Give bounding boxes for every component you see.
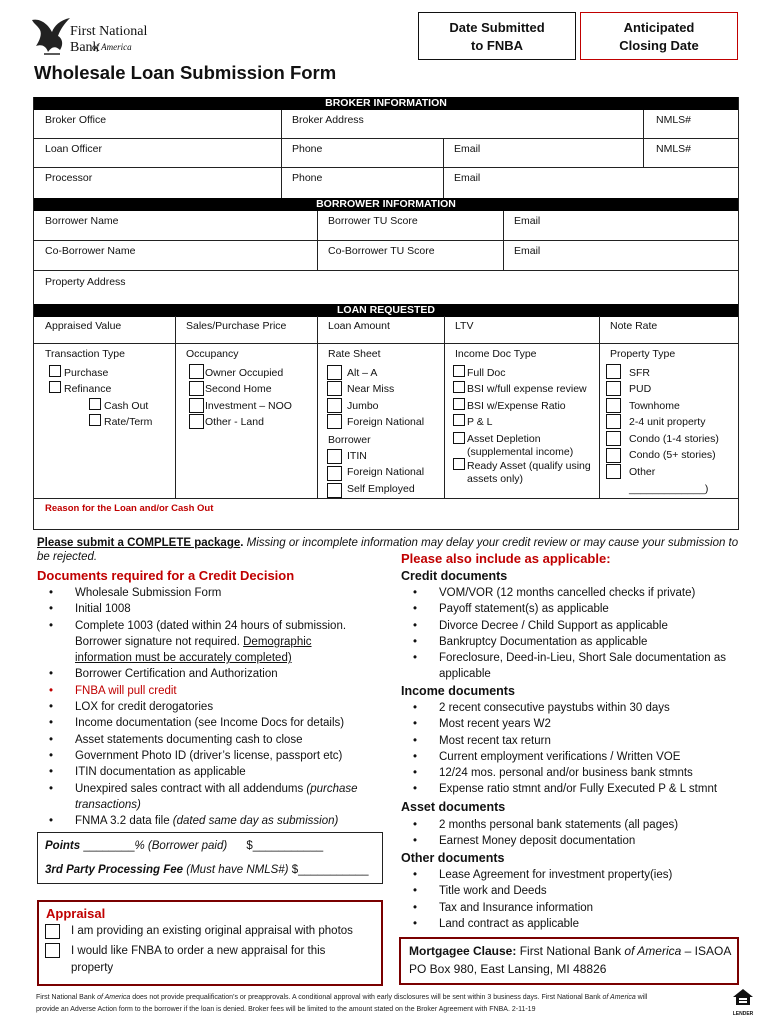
list-item: • FNBA will pull credit: [49, 684, 177, 697]
loan-section-header: LOAN REQUESTED: [34, 304, 738, 317]
jumbo-checkbox[interactable]: [327, 398, 342, 413]
other-property-label: Other: [629, 466, 656, 478]
submit-note-bold: Please submit a COMPLETE package: [37, 537, 241, 549]
date-submitted-box[interactable]: [418, 12, 576, 60]
transaction-type-heading: Transaction Type: [45, 348, 125, 360]
list-item: • Payoff statement(s) as applicable: [413, 603, 609, 616]
foreign-national-borrower-label: Foreign National: [347, 466, 425, 478]
asset-depletion-label: Asset Depletion: [467, 433, 541, 445]
pud-label: PUD: [629, 383, 652, 395]
other-docs-list: [401, 867, 741, 932]
alt-a-label: Alt – A: [347, 367, 378, 379]
jumbo-label: Jumbo: [347, 400, 379, 412]
existing-appraisal-checkbox[interactable]: [45, 924, 60, 939]
asset-docs-heading: Asset documents: [401, 800, 506, 814]
list-item: • Initial 1008: [49, 603, 131, 616]
asset-depletion-note: (supplemental income): [467, 446, 574, 458]
points-line[interactable]: Points ________% (Borrower paid) $___________: [45, 840, 324, 852]
processor-phone-field[interactable]: Phone: [292, 172, 323, 184]
mortgagee-line1: Mortgagee Clause: First National Bank of America – ISAOA: [409, 944, 732, 958]
income-doc-heading: Income Doc Type: [455, 348, 537, 360]
footer-disclaimer: [36, 992, 730, 1016]
list-item: • ITIN documentation as applicable: [49, 766, 246, 779]
other-land-label: Other - Land: [205, 416, 264, 428]
borrower-section-header: BORROWER INFORMATION: [34, 198, 738, 211]
other-property-blank[interactable]: _____________): [629, 483, 709, 495]
loan-officer-email-field[interactable]: Email: [454, 143, 481, 155]
self-employed-checkbox[interactable]: [327, 483, 342, 498]
purchase-checkbox[interactable]: [49, 365, 61, 377]
appraisal-heading: Appraisal: [46, 906, 106, 921]
bsi-full-expense-label: BSI w/full expense review: [467, 383, 587, 395]
rate-sheet-heading: Rate Sheet: [328, 348, 381, 360]
anticipated-closing-box[interactable]: [580, 12, 738, 60]
list-item: • 2 months personal bank statements (all pages): [413, 819, 679, 831]
townhome-label: Townhome: [629, 400, 680, 412]
co-borrower-tu-score-field[interactable]: Co-Borrower TU Score: [328, 245, 435, 257]
property-address-field[interactable]: Property Address: [45, 276, 126, 288]
list-item: • Current employment verifications / Written VOE: [413, 750, 681, 763]
borrower-type-heading: Borrower: [328, 434, 371, 446]
existing-appraisal-label: I am providing an existing original appraisal with photos: [71, 925, 353, 937]
appraised-value-field[interactable]: Appraised Value: [45, 320, 122, 332]
near-miss-checkbox[interactable]: [327, 381, 342, 396]
foreign-national-rate-label: Foreign National: [347, 416, 425, 428]
house-icon: [732, 988, 754, 1006]
cash-out-checkbox[interactable]: [89, 398, 101, 410]
submit-note-text2: be rejected.: [37, 551, 98, 563]
income-docs-heading: Income documents: [401, 684, 515, 698]
bsi-full-expense-checkbox[interactable]: [453, 381, 465, 393]
loan-officer-nmls-field[interactable]: NMLS#: [656, 143, 692, 155]
list-item: • Most recent years W2: [413, 718, 551, 731]
foreign-national-borrower-checkbox[interactable]: [327, 466, 342, 481]
loan-officer-field[interactable]: Loan Officer: [45, 143, 103, 155]
list-item: • Government Photo ID (driver’s license, passport etc): [49, 749, 343, 762]
p-and-l-checkbox[interactable]: [453, 414, 465, 426]
condo-5-plus-checkbox[interactable]: [606, 448, 621, 463]
reason-field-label[interactable]: Reason for the Loan and/or Cash Out: [45, 503, 214, 514]
footer-line1: First National Bank of America does not provide prequalification’s or preapprovals. A conditional approval with early disclosures will be sent within 3 business days. First National Bank of America will: [36, 994, 648, 1001]
ehl-text: LENDER: [732, 1011, 754, 1017]
list-item: • Asset statements documenting cash to close: [49, 733, 303, 746]
logo-line1: First National Bank: [70, 24, 148, 55]
sfr-checkbox[interactable]: [606, 364, 621, 379]
owner-occupied-label: Owner Occupied: [205, 367, 284, 379]
foreign-national-rate-checkbox[interactable]: [327, 414, 342, 429]
processor-field[interactable]: Processor: [45, 172, 93, 184]
note-rate-field[interactable]: Note Rate: [610, 320, 658, 332]
second-home-label: Second Home: [205, 383, 272, 395]
list-item: • Bankruptcy Documentation as applicable: [413, 635, 648, 648]
list-item: • FNMA 3.2 data file (dated same day as submission): [49, 815, 339, 828]
broker-section-header: BROKER INFORMATION: [34, 97, 738, 110]
income-docs-list: [401, 700, 741, 798]
list-item: • Complete 1003 (dated within 24 hours of submission. Borrower signature not required. Demographic information must be accurately completed): [49, 619, 347, 665]
mortgagee-line2: PO Box 980, East Lansing, MI 48826: [409, 962, 607, 976]
other-land-checkbox[interactable]: [189, 414, 204, 429]
credit-docs-list: [401, 585, 741, 683]
two-four-unit-checkbox[interactable]: [606, 414, 621, 429]
date-submitted-label: Date Submitted to FNBA: [449, 20, 545, 53]
bsi-expense-ratio-checkbox[interactable]: [453, 398, 465, 410]
itin-checkbox[interactable]: [327, 449, 342, 464]
ready-asset-checkbox[interactable]: [453, 458, 465, 470]
cash-out-label: Cash Out: [104, 400, 149, 412]
credit-docs-heading: Credit documents: [401, 569, 508, 583]
full-doc-label: Full Doc: [467, 367, 506, 379]
borrower-tu-score-field[interactable]: Borrower TU Score: [328, 215, 418, 227]
property-type-heading: Property Type: [610, 348, 676, 360]
logo-line2: of America: [92, 42, 132, 52]
footer-line2: provide an Adverse Action form to the borrower if the loan is denied. Broker fees will be limited to the amount stated on the Broker Agreement with FNBA. 2-11-19: [36, 1006, 536, 1013]
bank-logo: [30, 14, 170, 58]
credit-decision-list: [37, 585, 397, 829]
condo-1-4-checkbox[interactable]: [606, 431, 621, 446]
borrower-name-field[interactable]: Borrower Name: [45, 215, 119, 227]
refinance-label: Refinance: [64, 383, 112, 395]
list-item: • Most recent tax return: [413, 734, 551, 747]
page-title: Wholesale Loan Submission Form: [34, 62, 337, 83]
sfr-label: SFR: [629, 367, 650, 379]
itin-label: ITIN: [347, 450, 367, 462]
co-borrower-email-field[interactable]: Email: [514, 245, 541, 257]
list-item: • Borrower Certification and Authorization: [49, 668, 278, 681]
third-party-fee-line[interactable]: 3rd Party Processing Fee (Must have NMLS#) $___________: [45, 864, 369, 876]
also-include-heading: Please also include as applicable:: [401, 551, 611, 566]
broker-office-field[interactable]: Broker Office: [45, 114, 107, 126]
purchase-label: Purchase: [64, 367, 109, 379]
borrower-email-field[interactable]: Email: [514, 215, 541, 227]
broker-nmls-field[interactable]: NMLS#: [656, 114, 692, 126]
submit-note-text: Missing or incomplete information may delay your credit review or may cause your submission to: [243, 537, 739, 549]
other-property-checkbox[interactable]: [606, 464, 621, 479]
co-borrower-name-field[interactable]: Co-Borrower Name: [45, 245, 136, 257]
near-miss-label: Near Miss: [347, 383, 395, 395]
occupancy-heading: Occupancy: [186, 348, 239, 360]
list-item: • Income documentation (see Income Docs for details): [49, 717, 345, 730]
list-item: • VOM/VOR (12 months cancelled checks if private): [413, 587, 696, 599]
new-appraisal-checkbox[interactable]: [45, 943, 60, 958]
ltv-field[interactable]: LTV: [455, 320, 474, 332]
p-and-l-label: P & L: [467, 416, 493, 428]
ready-asset-label: Ready Asset (qualify using: [467, 460, 591, 472]
broker-address-field[interactable]: Broker Address: [292, 114, 364, 126]
rate-term-label: Rate/Term: [104, 416, 153, 428]
anticipated-closing-label: Anticipated Closing Date: [619, 20, 699, 53]
list-item: • Land contract as applicable: [413, 917, 580, 930]
new-appraisal-label-cont: property: [71, 962, 114, 974]
new-appraisal-label: I would like FNBA to order a new appraisal for this: [71, 945, 326, 957]
rate-term-checkbox[interactable]: [89, 414, 101, 426]
asset-docs-list: [401, 817, 741, 850]
condo-1-4-label: Condo (1-4 stories): [629, 433, 719, 445]
other-docs-heading: Other documents: [401, 851, 505, 865]
list-item: • Lease Agreement for investment property(ies): [413, 869, 673, 881]
refinance-checkbox[interactable]: [49, 381, 61, 393]
list-item: • 2 recent consecutive paystubs within 30 days: [413, 702, 670, 714]
asset-depletion-checkbox[interactable]: [453, 432, 465, 444]
sales-price-field[interactable]: Sales/Purchase Price: [186, 320, 287, 332]
bsi-expense-ratio-label: BSI w/Expense Ratio: [467, 400, 566, 412]
townhome-checkbox[interactable]: [606, 398, 621, 413]
owner-occupied-checkbox[interactable]: [189, 364, 204, 379]
submit-note-dot: .: [240, 537, 244, 549]
second-home-checkbox[interactable]: [189, 381, 204, 396]
submit-note: [37, 536, 742, 551]
list-item: • Foreclosure, Deed-in-Lieu, Short Sale documentation as applicable: [413, 652, 727, 681]
ready-asset-note: assets only): [467, 473, 524, 485]
loan-amount-field[interactable]: Loan Amount: [328, 320, 390, 332]
list-item: • Expense ratio stmnt and/or Fully Executed P & L stmnt: [413, 783, 718, 796]
list-item: • Wholesale Submission Form: [49, 587, 222, 599]
list-item: • 12/24 mos. personal and/or business bank stmnts: [413, 767, 693, 780]
list-item: • Unexpired sales contract with all addendums (purchase transactions): [49, 782, 358, 811]
alt-a-checkbox[interactable]: [327, 365, 342, 380]
list-item: • Earnest Money deposit documentation: [413, 835, 636, 848]
list-item: • Title work and Deeds: [413, 885, 547, 898]
condo-5-plus-label: Condo (5+ stories): [629, 449, 716, 461]
self-employed-label: Self Employed: [347, 483, 415, 495]
loan-officer-phone-field[interactable]: Phone: [292, 143, 323, 155]
two-four-unit-label: 2-4 unit property: [629, 416, 706, 428]
investment-noo-label: Investment – NOO: [205, 400, 292, 412]
list-item: • LOX for credit derogatories: [49, 701, 214, 714]
investment-noo-checkbox[interactable]: [189, 398, 204, 413]
full-doc-checkbox[interactable]: [453, 365, 465, 377]
list-item: • Divorce Decree / Child Support as applicable: [413, 619, 668, 632]
equal-housing-lender-logo: [732, 988, 754, 1017]
credit-decision-heading: Documents required for a Credit Decision: [37, 568, 295, 583]
list-item: • Tax and Insurance information: [413, 901, 594, 914]
pud-checkbox[interactable]: [606, 381, 621, 396]
eagle-icon: [30, 14, 72, 58]
processor-email-field[interactable]: Email: [454, 172, 481, 184]
